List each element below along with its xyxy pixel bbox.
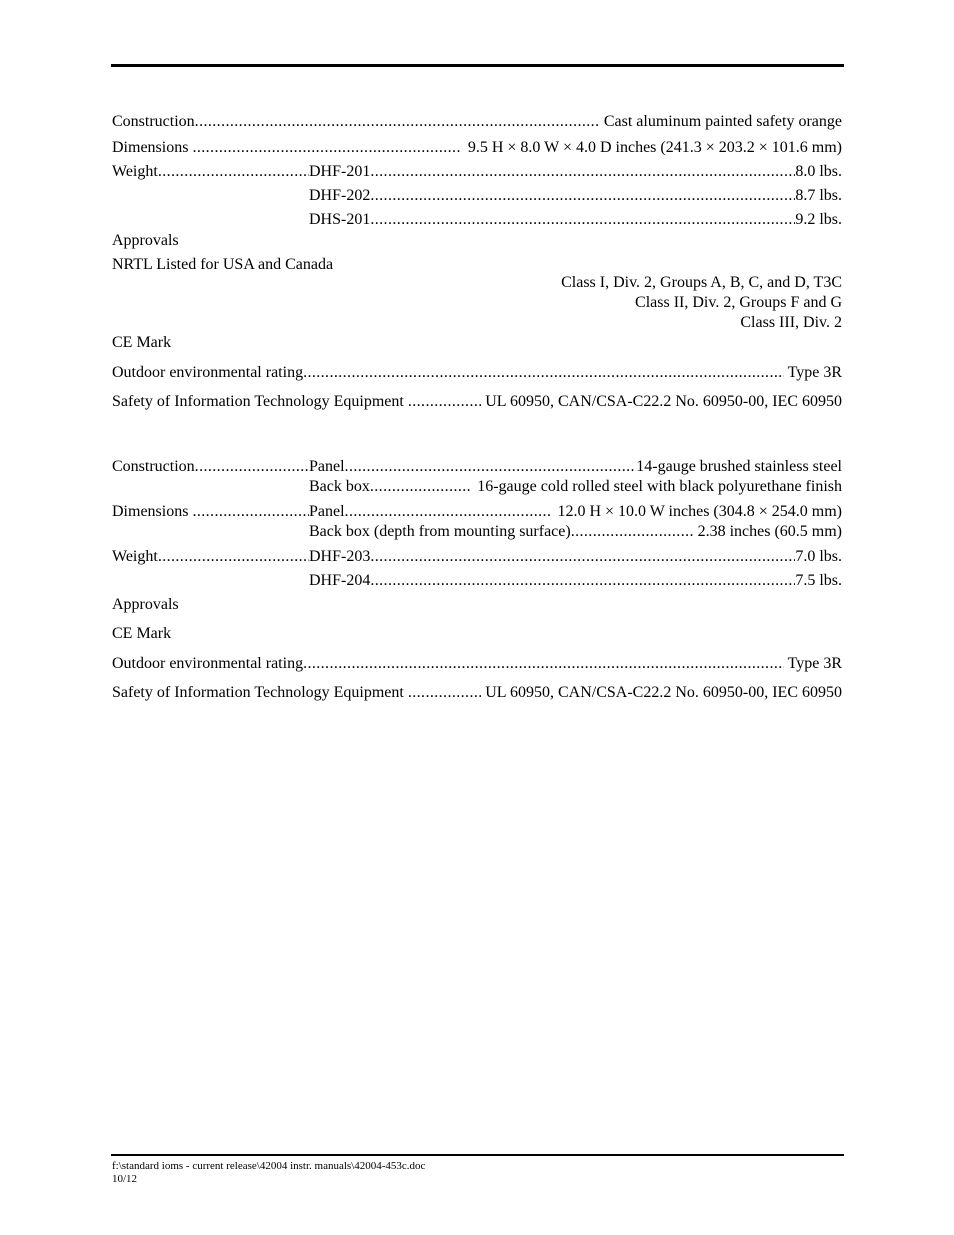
s1-approvals-heading: Approvals (112, 232, 179, 249)
dot-leader (303, 652, 784, 676)
dot-leader (303, 361, 784, 385)
dot-leader (158, 160, 309, 184)
s2-approvals-heading: Approvals (112, 596, 179, 613)
s1-class-2: Class II, Div. 2, Groups F and G (635, 294, 842, 311)
dot-leader (370, 545, 795, 569)
s1-dimensions-value: 9.5 H × 8.0 W × 4.0 D inches (241.3 × 203.2 × 101.6 mm) (467, 139, 842, 156)
s1-safety-row (112, 390, 842, 414)
dot-leader (571, 520, 695, 544)
s2-construction-label: Construction (112, 458, 195, 475)
footer-file-path: f:\standard ioms - current release\42004 instr. manuals\42004-453c.doc (112, 1160, 426, 1172)
s1-construction-value: Cast aluminum painted safety orange (603, 113, 842, 130)
s2-weight-label: Weight (112, 548, 158, 565)
s1-nrtl-label: NRTL Listed for USA and Canada (112, 256, 334, 273)
s2-backbox-value: 16-gauge cold rolled steel with black polyurethane finish (477, 478, 842, 495)
header-rule (111, 64, 844, 67)
s1-outdoor-label: Outdoor environmental rating (112, 364, 304, 381)
s2-weight-value: 7.0 lbs. (795, 548, 842, 565)
dot-leader (370, 475, 471, 499)
footer (112, 1160, 425, 1186)
s1-construction-label: Construction (112, 113, 195, 130)
s2-dim-backbox-label: Back box (depth from mounting surface) (309, 523, 571, 540)
s2-backbox-label: Back box (309, 478, 370, 495)
s1-weight-row-2 (309, 184, 842, 208)
s1-weight-model: DHF-201 (309, 163, 371, 180)
s2-safety-value: UL 60950, CAN/CSA-C22.2 No. 60950-00, IEC 60950 (485, 684, 842, 701)
s2-outdoor-label: Outdoor environmental rating (112, 655, 304, 672)
s1-safety-label: Safety of Information Technology Equipment (112, 393, 404, 410)
dot-leader (370, 184, 795, 208)
s2-weight-row-2 (309, 569, 842, 593)
s1-safety-value: UL 60950, CAN/CSA-C22.2 No. 60950-00, IEC 60950 (485, 393, 842, 410)
s1-class-1: Class I, Div. 2, Groups A, B, C, and D, T3C (561, 274, 842, 291)
s2-dimensions-backbox-row (309, 520, 842, 544)
dot-leader (192, 500, 309, 524)
s1-weight-model: DHF-202 (309, 187, 371, 204)
s2-weight-model: DHF-203 (309, 548, 371, 565)
s1-class-3: Class III, Div. 2 (740, 314, 842, 331)
s2-dim-panel-label: Panel (309, 503, 345, 520)
s2-ce-mark: CE Mark (112, 625, 172, 642)
s2-weight-model: DHF-204 (309, 572, 371, 589)
s2-outdoor-value: Type 3R (787, 655, 842, 672)
dot-leader (158, 545, 309, 569)
footer-date: 10/12 (112, 1173, 138, 1185)
s2-dim-panel-value: 12.0 H × 10.0 W inches (304.8 × 254.0 mm) (557, 503, 842, 520)
s2-safety-row (112, 681, 842, 705)
s1-weight-label: Weight (112, 163, 158, 180)
s1-weight-value: 8.0 lbs. (795, 163, 842, 180)
s1-dimensions-row (112, 136, 842, 160)
s2-construction-backbox-row (309, 475, 842, 499)
dot-leader (192, 136, 461, 160)
s1-weight-row-1 (112, 160, 842, 184)
s2-panel-value: 14-gauge brushed stainless steel (636, 458, 842, 475)
dot-leader (195, 110, 598, 134)
s2-outdoor-row (112, 652, 842, 676)
s1-ce-mark: CE Mark (112, 334, 172, 351)
s1-weight-value: 9.2 lbs. (795, 211, 842, 228)
s2-weight-value: 7.5 lbs. (795, 572, 842, 589)
dot-leader (408, 390, 481, 414)
s2-dim-backbox-value: 2.38 inches (60.5 mm) (697, 523, 842, 540)
dot-leader (370, 160, 795, 184)
dot-leader (408, 681, 481, 705)
s1-weight-model: DHS-201 (309, 211, 371, 228)
dot-leader (195, 455, 309, 479)
s1-dimensions-label: Dimensions (112, 139, 189, 156)
s1-outdoor-row (112, 361, 842, 385)
s2-weight-row-1 (112, 545, 842, 569)
s1-weight-value: 8.7 lbs. (795, 187, 842, 204)
s2-safety-label: Safety of Information Technology Equipment (112, 684, 404, 701)
footer-rule (111, 1154, 844, 1156)
s2-dimensions-label: Dimensions (112, 503, 189, 520)
dot-leader (370, 569, 795, 593)
s1-construction-row (112, 110, 842, 134)
s1-outdoor-value: Type 3R (787, 364, 842, 381)
s2-panel-label: Panel (309, 458, 345, 475)
